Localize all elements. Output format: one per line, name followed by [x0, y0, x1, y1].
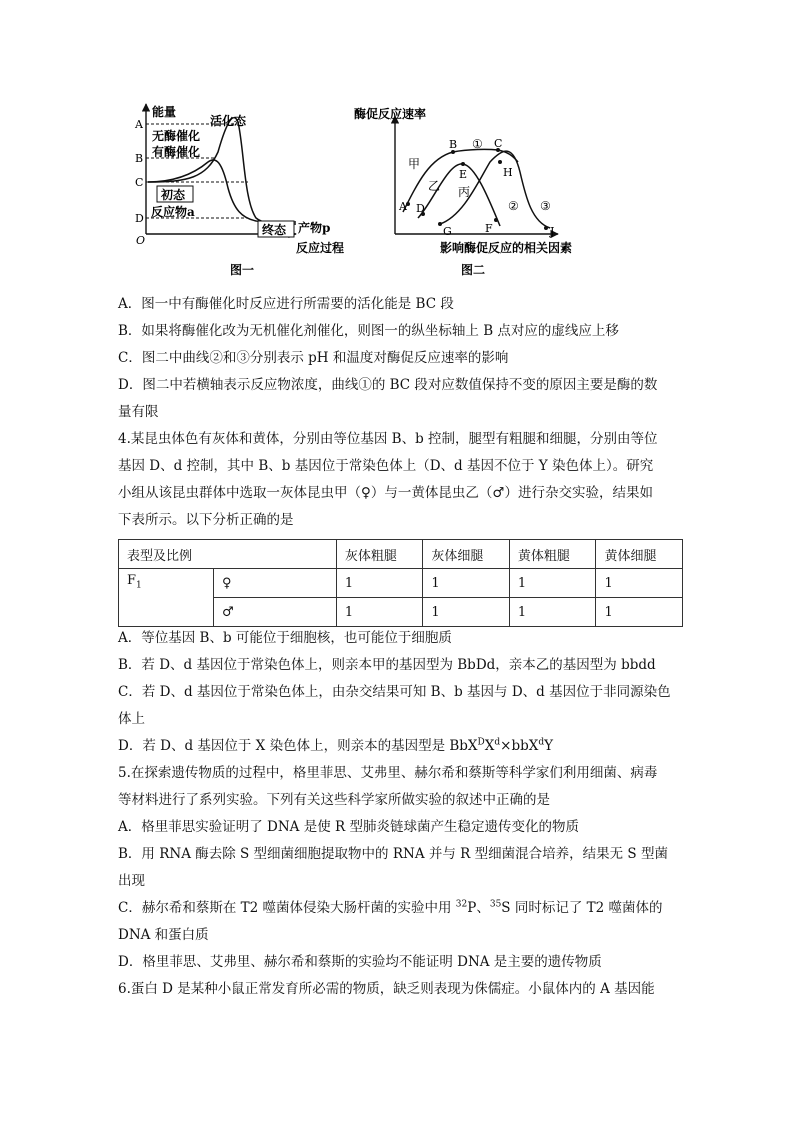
q4-table-header-col4: 黄体细腿: [596, 540, 683, 569]
fig1-label-product: 产物p: [298, 221, 331, 235]
q4-d-end: Y: [544, 738, 554, 754]
fig1-level-d: D: [135, 212, 144, 225]
fig2-point-g: [438, 222, 442, 226]
q5-c-sup1: 32: [455, 899, 468, 910]
table-cell: 1: [509, 569, 596, 598]
q3-option-a: A．图一中有酶催化时反应进行所需要的活化能是 BC 段: [118, 296, 454, 312]
fig2-label-c: C: [494, 137, 503, 150]
figure-2: [354, 106, 572, 277]
fig2-curve-3: [440, 151, 550, 228]
fig2-point-j: [544, 226, 548, 230]
q5-option-d: D．格里菲思、艾弗里、赫尔希和蔡斯的实验均不能证明 DNA 是主要的遗传物质: [118, 954, 602, 970]
figures-svg: [118, 92, 638, 282]
q4-d-sup2: d: [494, 737, 501, 748]
q4-stem-line1: 4.某昆虫体色有灰体和黄体，分别由等位基因 B、b 控制，腿型有粗腿和细腿，分别由等位: [118, 431, 658, 447]
q4-option-d: [118, 736, 553, 756]
fig2-curve-num-2: ②: [508, 199, 519, 213]
table-cell: 1: [596, 598, 683, 627]
fig2-label-g: G: [443, 225, 452, 238]
q5-c-post: S 同时标记了 T2 噬菌体的: [501, 900, 663, 916]
fig1-level-c: C: [135, 176, 144, 189]
fig2-curve-name-2: 乙: [428, 179, 441, 193]
fig1-level-b: B: [135, 152, 144, 165]
q4-table-sex-male: ♂: [214, 598, 337, 627]
q4-stem-line2: 基因 D、d 控制，其中 B、b 基因位于常染色体上（D、d 基因不位于 Y 染色体上）。研究: [118, 458, 654, 474]
q5-option-c-line2: DNA 和蛋白质: [118, 927, 209, 943]
figure-1: [134, 104, 344, 277]
q5-option-c-line1: [118, 898, 663, 918]
q4-table: [118, 539, 683, 627]
fig1-label-active: 活化态: [210, 114, 247, 128]
fig2-label-h: H: [503, 166, 513, 179]
fig1-caption: 图一: [230, 263, 255, 277]
fig1-y-label: 能量: [152, 105, 177, 119]
table-cell: 1: [509, 598, 596, 627]
table-cell: 1: [596, 569, 683, 598]
fig1-label-final: 终态: [262, 223, 287, 237]
q5-option-b-line1: B．用 RNA 酶去除 S 型细菌细胞提取物中的 RNA 并与 R 型细菌混合培养，结果无 S 型菌: [118, 846, 668, 862]
q4-stem-line3: 小组从该昆虫群体中选取一灰体昆虫甲（♀）与一黄体昆虫乙（♂）进行杂交实验，结果如: [118, 485, 653, 501]
q5-option-b-line2: 出现: [118, 873, 145, 889]
q3-option-d-line1: D．图二中若横轴表示反应物浓度，曲线①的 BC 段对应数值保持不变的原因主要是酶的数: [118, 377, 658, 393]
generation-subscript: 1: [136, 580, 142, 591]
q5-option-a: A．格里菲思实验证明了 DNA 是使 R 型肺炎链球菌产生稳定遗传变化的物质: [118, 819, 579, 835]
fig2-label-a: A: [399, 200, 407, 213]
fig2-x-label: 影响酶促反应的相关因素: [440, 241, 573, 255]
fig2-caption: 图二: [461, 263, 486, 277]
q4-d-mid1: X: [484, 738, 495, 754]
q4-table-sex-female: ♀: [214, 569, 337, 598]
fig1-label-initial: 初态: [161, 188, 186, 202]
fig2-point-h: [498, 160, 502, 164]
fig2-curve-name-3: 丙: [458, 185, 471, 199]
fig2-y-label: 酶促反应速率: [354, 107, 427, 121]
fig2-label-j: J: [550, 225, 555, 238]
table-cell: 1: [336, 569, 423, 598]
q5-stem-line2: 等材料进行了系列实验。下列有关这些科学家所做实验的叙述中正确的是: [118, 792, 550, 808]
q4-option-c-line2: 体上: [118, 711, 145, 727]
fig1-label-reactant: 反应物a: [151, 205, 195, 219]
fig2-label-d: D: [416, 202, 425, 215]
q4-table-header-label: 表型及比例: [119, 540, 337, 569]
fig1-label-no-enzyme: 无酶催化: [152, 129, 201, 143]
fig2-label-f: F: [485, 222, 493, 235]
fig2-label-e: E: [459, 168, 468, 181]
q4-option-c-line1: C．若 D、d 基因位于常染色体上，由杂交结果可知 B、b 基因与 D、d 基因位于非同源染色: [118, 684, 671, 700]
table-row: [119, 569, 683, 598]
q5-stem-line1: 5.在探索遗传物质的过程中，格里菲思、艾弗里、赫尔希和蔡斯等科学家们利用细菌、病毒: [118, 765, 658, 781]
q6-stem-line1: 6.蛋白 D 是某种小鼠正常发育所必需的物质，缺乏则表现为侏儒症。小鼠体内的 A 基因能: [118, 981, 655, 997]
generation-letter: F: [127, 573, 137, 588]
q4-d-mid2: ×bbX: [500, 738, 539, 754]
q5-c-sup2: 35: [489, 899, 502, 910]
fig1-label-with-enzyme: 有酶催化: [152, 145, 201, 159]
fig1-level-a: A: [135, 118, 143, 131]
q4-option-a: A．等位基因 B、b 可能位于细胞核，也可能位于细胞质: [118, 630, 452, 646]
q4-d-sup1: D: [477, 737, 485, 748]
q4-d-sup3: d: [538, 737, 545, 748]
q3-option-b: B．如果将酶催化改为无机催化剂催化，则图一的纵坐标轴上 B 点对应的虚线应上移: [118, 323, 619, 339]
q5-c-mid: P、: [467, 900, 490, 916]
q3-option-d-line2: 量有限: [118, 404, 159, 420]
q4-table-generation: [119, 569, 214, 627]
q4-table-header-col1: 灰体粗腿: [336, 540, 423, 569]
table-cell: 1: [423, 569, 510, 598]
q4-option-b: B．若 D、d 基因位于常染色体上，则亲本甲的基因型为 BbDd，亲本乙的基因型为 bbdd: [118, 657, 656, 673]
q4-stem-line4: 下表所示。以下分析正确的是: [118, 512, 294, 528]
q4-table-header-col3: 黄体粗腿: [509, 540, 596, 569]
q5-c-pre: C．赫尔希和蔡斯在 T2 噬菌体侵染大肠杆菌的实验中用: [118, 900, 456, 916]
fig2-point-e: [461, 162, 465, 166]
fig2-curve-num-1: ①: [472, 137, 483, 151]
fig2-point-f: [494, 218, 498, 222]
table-cell: 1: [423, 598, 510, 627]
figures-area: [118, 92, 638, 282]
q4-table-header-row: [119, 540, 683, 569]
q4-d-prefix: D．若 D、d 基因位于 X 染色体上，则亲本的基因型是 BbX: [118, 738, 478, 754]
q4-table-header-col2: 灰体细腿: [423, 540, 510, 569]
fig2-label-b: B: [449, 138, 458, 151]
fig1-origin: O: [136, 234, 146, 247]
table-cell: 1: [336, 598, 423, 627]
fig1-x-label: 反应过程: [296, 241, 345, 255]
fig2-curve-num-3: ③: [540, 199, 551, 213]
fig2-curve-name-1: 甲: [408, 157, 421, 171]
q3-option-c: C．图二中曲线②和③分别表示 pH 和温度对酶促反应速率的影响: [118, 350, 509, 366]
